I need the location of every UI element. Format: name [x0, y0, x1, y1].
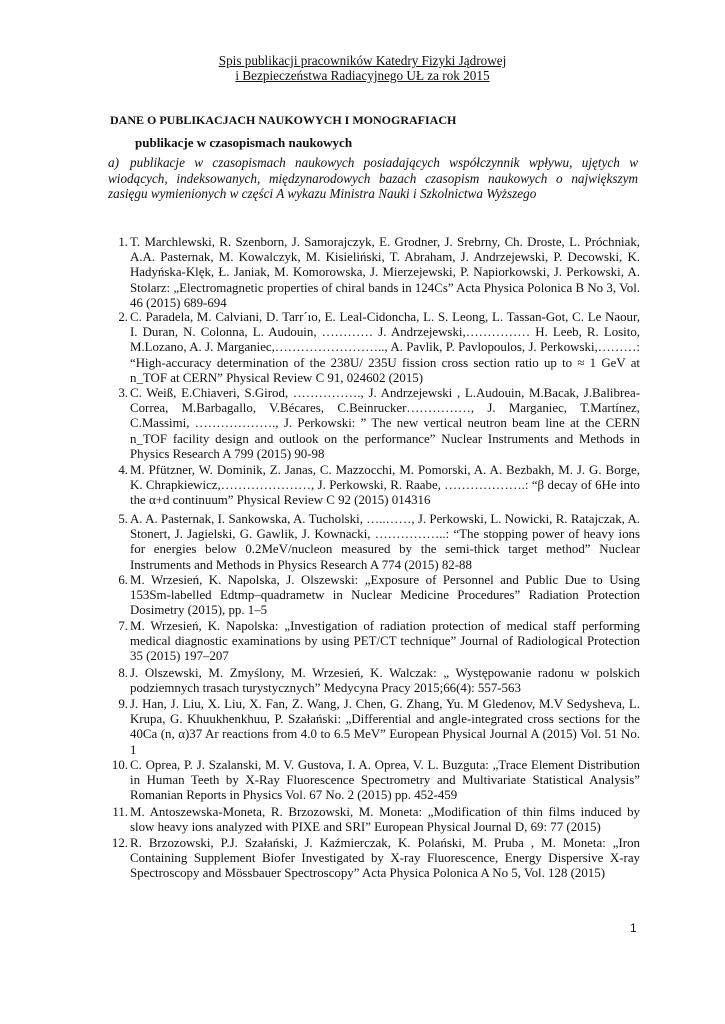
publication-item [100, 836, 640, 882]
publication-item [100, 805, 640, 835]
publication-item [100, 619, 640, 665]
publication-text: J. Olszewski, M. Zmyślony, M. Wrzesień, K. Walczak: „ Występowanie radonu w polskich podziemnych trasach turystycznych” Medycyna Pracy 2015;66(4): 557-563 [130, 666, 640, 696]
publication-number: 9. [118, 697, 128, 711]
publication-number: 3. [118, 386, 128, 400]
publication-item [100, 573, 640, 619]
publication-number: 8. [118, 666, 128, 680]
publication-text: A. A. Pasternak, I. Sankowska, A. Tucholski, …..……, J. Perkowski, L. Nowicki, R. Ratajczak, A. Stonert, J. Jagielski, G. Gawlik, J. Kownacki, ……………..: “The stopping power of heavy ions for energies below 0.2MeV/nucleon measured by the semi-thick target method” Nuclear Instruments and Methods in Physics Research A 774 (2015) 82-88 [130, 512, 640, 572]
publication-text: J. Han, J. Liu, X. Liu, X. Fan, Z. Wang, J. Chen, G. Zhang, Yu. M Gledenov, M.V Sedysheva, L. Krupa, G. Khuukhenkhuu, P. Szałański: „Differential and angle-integrated cross sections for the 40Ca (n, α)37 Ar reactions from 4.0 to 6.5 MeV” European Physical Journal A (2015) Vol. 51 No. 1 [130, 697, 640, 757]
title-line-1: Spis publikacji pracowników Katedry Fizyki Jądrowej [218, 53, 507, 68]
publication-number: 1. [118, 235, 128, 249]
publication-item [100, 463, 640, 509]
category-a-text: publikacje w czasopismach naukowych posiadających współczynnik wpływu, ujętych w wiodących, indeksowanych, międzynarodowych bazach czasopism naukowych o największym zasięgu wymienionych w części A wykazu Ministra Nauki i Szkolnictwa Wyższego [108, 155, 638, 201]
publication-text: T. Marchlewski, R. Szenborn, J. Samorajczyk, E. Grodner, J. Srebrny, Ch. Droste, L. Próchniak, A.A. Pasternak, M. Kowalczyk, M. Kisieliński, T. Abraham, J. Andrzejewski, P. Decowski, K. Hadyńska-Klęk, Ł. Janiak, M. Komorowska, J. Mierzejewski, P. Napiorkowski, J. Perkowski, A. Stolarz: „Electromagnetic properties of chiral bands in 124Cs” Acta Physica Polonica B No 3, Vol. 46 (2015) 689-694 [130, 235, 640, 310]
publication-text: M. Antoszewska-Moneta, R. Brzozowski, M. Moneta: „Modification of thin films induced by slow heavy ions analyzed with PIXE and SRI” European Physical Journal D, 69: 77 (2015) [130, 805, 640, 835]
publication-number: 7. [118, 619, 128, 633]
publication-number: 11. [112, 805, 128, 819]
category-a-label: a) [108, 155, 119, 170]
publication-text: M. Wrzesień, K. Napolska, J. Olszewski: „Exposure of Personnel and Public Due to Using 153Sm-labelled Edtmp–quadrametw in Nuclear Medicine Procedures” Radiation Protection Dosimetry (2015), pp. 1–5 [130, 573, 640, 618]
publication-number: 4. [118, 463, 128, 477]
publication-item [100, 666, 640, 696]
publication-text: R. Brzozowski, P.J. Szałański, J. Kaźmierczak, K. Polański, M. Pruba , M. Moneta: „Iron Containing Supplement Biofer Investigated by X-ray Fluorescence, Energy Dispersive X-ray Spectroscopy and Mössbauer Spectroscopy” Acta Physica Polonica A No 5, Vol. 128 (2015) [130, 836, 640, 881]
publication-number: 6. [118, 573, 128, 587]
category-a-description [108, 155, 638, 202]
publication-number: 10. [111, 758, 128, 772]
publication-number: 5. [118, 512, 128, 526]
subsection-heading: publikacje w czasopismach naukowych [135, 135, 353, 150]
section-heading: DANE O PUBLIKACJACH NAUKOWYCH I MONOGRAFIACH [110, 113, 457, 127]
publication-text: C. Paradela, M. Calviani, D. Tarr´ıo, E. Leal-Cidoncha, L. S. Leong, L. Tassan-Got, C. Le Naour, I. Duran, N. Colonna, L. Audouin, ………… J. Andrzejewski,…………… H. Leeb, R. Losito, M.Lozano, A. J. Marganiec,…………………….., A. Pavlik, P. Pavlopoulos, J. Perkowski,………: “High-accuracy determination of the 238U/ 235U fission cross section ratio up to ≈ 1 GeV at n_TOF at CERN” Physical Review C 91, 024602 (2015) [130, 310, 640, 385]
publication-number: 2. [118, 310, 128, 324]
publication-item [100, 235, 640, 311]
publication-item [100, 512, 640, 573]
publication-item [100, 697, 640, 758]
page-number: 1 [630, 921, 637, 935]
publication-text: C. Oprea, P. J. Szalanski, M. V. Gustova, I. A. Oprea, V. L. Buzguta: „Trace Element Distribution in Human Teeth by X-Ray Fluorescence Spectrometry and Multivariate Statistical Analysis” Romanian Reports in Physics Vol. 67 No. 2 (2015) pp. 452-459 [130, 758, 640, 803]
publication-text: M. Wrzesień, K. Napolska: „Investigation of radiation protection of medical staff performing medical diagnostic examinations by using PET/CT technique” Journal of Radiological Protection 35 (2015) 197–207 [130, 619, 640, 664]
publication-item [100, 386, 640, 462]
publication-item [100, 310, 640, 386]
publication-text: C. Weiß, E.Chiaveri, S.Girod, ……………., J. Andrzejewski , L.Audouin, M.Bacak, J.Balibrea-Correa, M.Barbagallo, V.Bécares, C.Beinrucker……………, J. Marganiec, T.Martínez, C.Massimi, ………………., J. Perkowski: ” The new vertical neutron beam line at the CERN n_TOF facility design and outlook on the performance” Nuclear Instruments and Methods in Physics Research A 799 (2015) 90-98 [130, 386, 640, 461]
publication-text: M. Pfützner, W. Dominik, Z. Janas, C. Mazzocchi, M. Pomorski, A. A. Bezbakh, M. J. G. Borge, K. Chrapkiewicz,…………………, J. Perkowski, R. Raabe, ……………….: “β decay of 6He into the α+d continuum” Physical Review C 92 (2015) 014316 [130, 463, 640, 508]
publication-number: 12. [111, 836, 128, 850]
document-title [0, 53, 725, 83]
title-line-2: i Bezpieczeństwa Radiacyjnego UŁ za rok 2015 [235, 68, 490, 83]
publication-item [100, 758, 640, 804]
